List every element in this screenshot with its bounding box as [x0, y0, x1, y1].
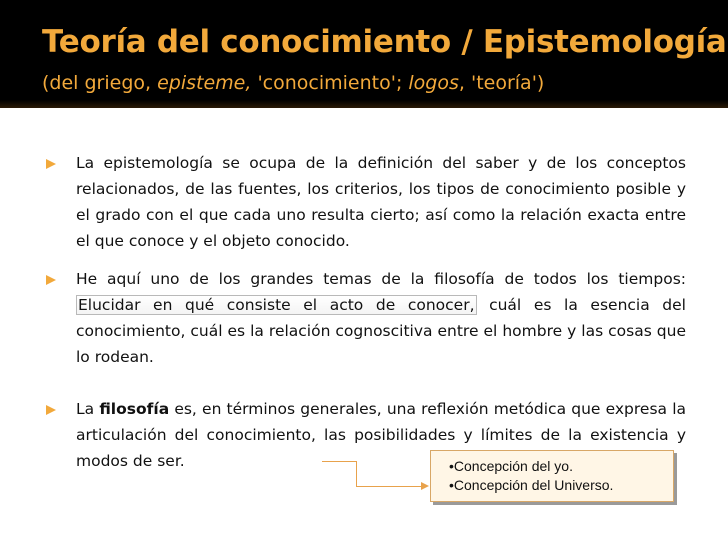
bullet-text: La epistemología se ocupa de la definición del saber y de los conceptos relacionados, de las fuentes, los criterios, los tipos de conocimiento posible y el grado con el que cada uno resulta cierto; así como la relación exacta entre el que conoce y el objeto conocido. [76, 154, 686, 250]
callout-item: •Concepción del yo. [449, 458, 573, 474]
subtitle-term-logos: logos [408, 72, 459, 94]
connector-arrow-icon [421, 482, 429, 490]
connector-line [322, 461, 356, 462]
callout-box [430, 450, 674, 502]
bullet-rest: es, en términos generales, una reflexión metódica que expresa la articulación del conocimiento, las posibilidades y límites de la existencia y modos de ser. [76, 400, 686, 470]
highlighted-phrase: Elucidar en qué consiste el acto de conocer, [78, 296, 475, 314]
subtitle-part-1: (del griego, [42, 72, 158, 94]
bullet-intro: He aquí uno de los grandes temas de la filosofía de todos los tiempos: [76, 270, 686, 288]
subtitle-term-episteme: episteme, [157, 72, 252, 94]
bullet-epistemology-definition [76, 150, 686, 254]
bold-term-filosofia: filosofía [99, 400, 170, 418]
slide-subtitle [42, 72, 544, 94]
connector-line [356, 486, 426, 487]
title-bar [0, 0, 728, 108]
bullet-great-themes [76, 266, 686, 370]
bullet-intro: La [76, 400, 100, 418]
connector-line [356, 461, 357, 486]
slide-title: Teoría del conocimiento / Epistemología [42, 24, 727, 60]
subtitle-part-5: , 'teoría') [458, 72, 545, 94]
subtitle-part-3: 'conocimiento'; [251, 72, 409, 94]
bullet-rest: cuál es la esencia del conocimiento, cuál es la relación cognoscitiva entre el hombre y las cosas que lo rodean. [76, 296, 686, 366]
callout-item: •Concepción del Universo. [449, 477, 614, 493]
